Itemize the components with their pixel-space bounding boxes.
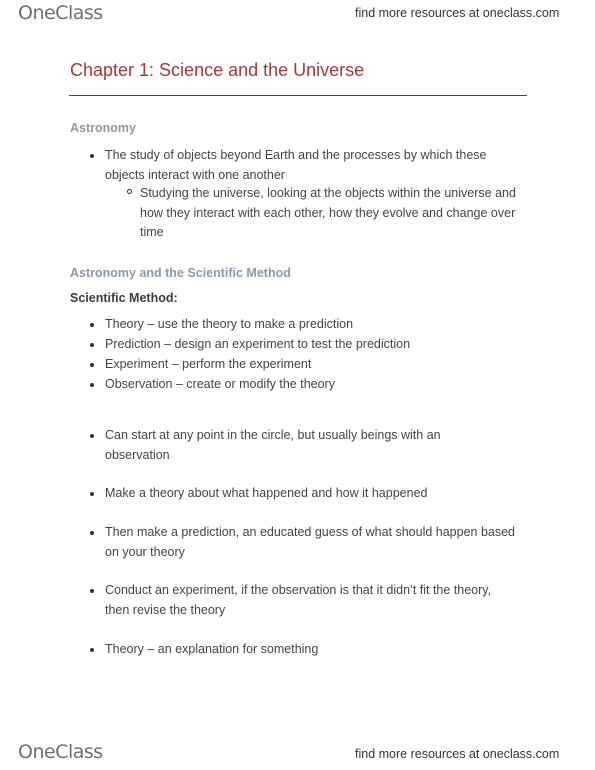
scientific-method-label: Scientific Method: xyxy=(70,291,178,305)
list-item: Experiment – perform the experiment xyxy=(105,357,312,371)
list-item: Make a theory about what happened and how it happened xyxy=(105,486,428,500)
list-item: Theory – use the theory to make a prediction xyxy=(105,317,354,331)
bullet-icon xyxy=(90,323,94,327)
bullet-icon xyxy=(90,383,94,387)
bullet-icon xyxy=(90,434,94,438)
bullet-icon xyxy=(90,492,94,496)
list-item: Studying the universe, looking at the objects within the universe and how they interact with each other, how they evolve and change over time xyxy=(140,186,516,239)
sub-bullet-icon xyxy=(127,189,132,194)
oneclass-logo xyxy=(18,2,103,24)
section-heading-scientific-method: Astronomy and the Scientific Method xyxy=(70,266,291,280)
logo-text: OneClass xyxy=(18,2,103,24)
bullet-icon xyxy=(90,343,94,347)
oneclass-logo-footer xyxy=(18,741,103,763)
bullet-icon xyxy=(90,589,94,593)
section-heading-astronomy: Astronomy xyxy=(70,121,136,135)
bullet-icon xyxy=(90,154,94,158)
list-item: Observation – create or modify the theory xyxy=(105,377,335,391)
bullet-icon xyxy=(90,648,94,652)
list-item: The study of objects beyond Earth and the processes by which these objects interact with one another xyxy=(105,148,487,182)
list-item: Theory – an explanation for something xyxy=(105,642,319,656)
logo-text: OneClass xyxy=(18,741,103,763)
page-title: Chapter 1: Science and the Universe xyxy=(70,60,365,80)
find-resources-link[interactable]: find more resources at oneclass.com xyxy=(355,6,560,20)
list-item: Prediction – design an experiment to test the prediction xyxy=(105,337,411,351)
list-item: Can start at any point in the circle, but usually beings with an observation xyxy=(105,428,441,462)
find-resources-link-footer[interactable]: find more resources at oneclass.com xyxy=(355,747,560,761)
bullet-icon xyxy=(90,363,94,367)
title-divider xyxy=(69,95,527,96)
list-item: Then make a prediction, an educated guess of what should happen based on your theory xyxy=(105,525,516,559)
list-item: Conduct an experiment, if the observation is that it didn’t fit the theory, then revise the theory xyxy=(105,583,492,617)
bullet-icon xyxy=(90,531,94,535)
